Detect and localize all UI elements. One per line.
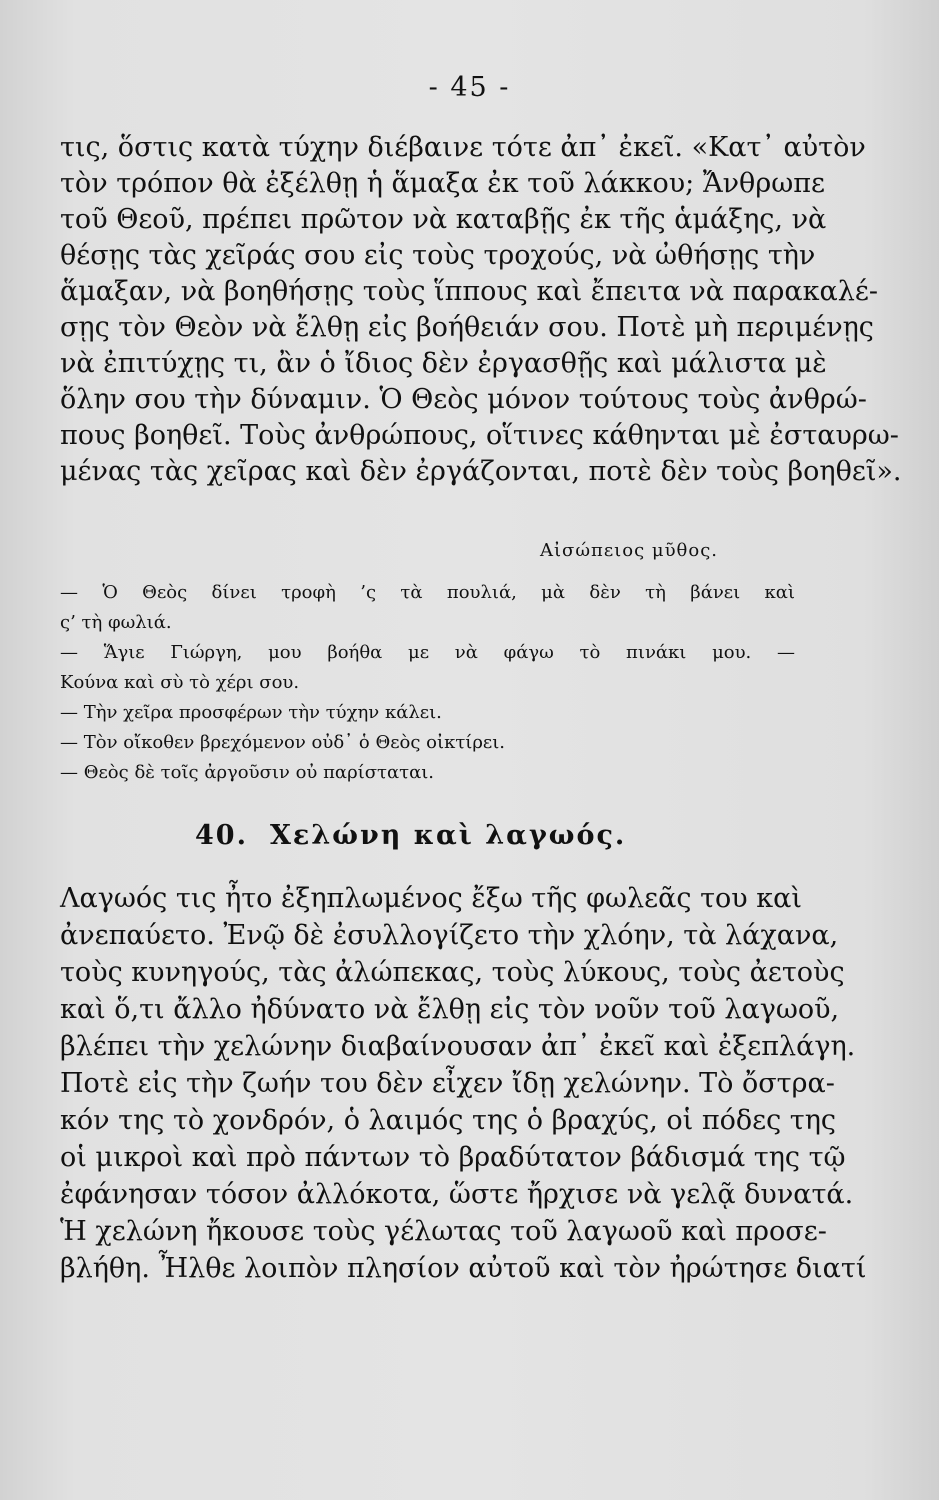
text-line: ἐφάνησαν τόσον ἀλλόκοτα, ὥστε ἤρχισε νὰ γελᾷ δυνατά. bbox=[60, 1179, 854, 1210]
text-line: ἅμαξαν, νὰ βοηθήσῃς τοὺς ἵππους καὶ ἔπειτα νὰ παρακαλέ- bbox=[60, 276, 878, 307]
text-line: νὰ ἐπιτύχῃς τι, ἂν ὁ ἴδιος δὲν ἐργασθῇς καὶ μάλιστα μὲ bbox=[60, 348, 827, 379]
text-line: Ἡ χελώνη ἤκουσε τοὺς γέλωτας τοῦ λαγωοῦ καὶ προσε- bbox=[60, 1216, 827, 1247]
text-line: κόν της τὸ χονδρόν, ὁ λαιμός της ὁ βραχύς, οἱ πόδες της bbox=[60, 1105, 837, 1136]
text-line: θέσῃς τὰς χεῖράς σου εἰς τοὺς τροχούς, νὰ ὠθήσῃς τὴν bbox=[60, 240, 816, 271]
text-line: τὸν τρόπον θὰ ἐξέλθῃ ἡ ἅμαξα ἐκ τοῦ λάκκου; Ἄνθρωπε bbox=[60, 168, 825, 199]
proverb-line: — Θεὸς δὲ τοῖς ἀργοῦσιν οὐ παρίσταται. bbox=[60, 762, 435, 783]
paragraph-top bbox=[60, 130, 902, 490]
proverb-line: Κούνα καὶ σὺ τὸ χέρι σου. bbox=[60, 672, 300, 693]
section-number: 40. bbox=[195, 820, 248, 851]
paragraph-section bbox=[60, 880, 867, 1287]
page-number: - 45 - bbox=[428, 72, 511, 103]
section-heading bbox=[195, 820, 626, 851]
proverb-line: — Ὁ Θεὸς δίνει τροφὴ ’ς τὰ πουλιά, μὰ δὲν τὴ βάνει καὶ bbox=[60, 582, 795, 603]
proverb-line: — Ἅγιε Γιώργη, μου βοήθα με νὰ φάγω τὸ πινάκι μου. — bbox=[60, 642, 795, 663]
text-line: σῃς τὸν Θεὸν νὰ ἔλθῃ εἰς βοήθειάν σου. Ποτὲ μὴ περιμένῃς bbox=[60, 312, 874, 343]
text-line: καὶ ὅ,τι ἄλλο ἠδύνατο νὰ ἔλθῃ εἰς τὸν νοῦν τοῦ λαγωοῦ, bbox=[60, 994, 840, 1025]
text-line: Ποτὲ εἰς τὴν ζωήν του δὲν εἶχεν ἴδῃ χελώνην. Τὸ ὄστρα- bbox=[60, 1068, 835, 1099]
text-line: πους βοηθεῖ. Τοὺς ἀνθρώπους, οἵτινες κάθηνται μὲ ἐσταυρω- bbox=[60, 420, 899, 451]
proverb-line: ς’ τὴ φωλιά. bbox=[60, 612, 172, 633]
proverb-line: — Τὸν οἴκοθεν βρεχόμενον οὐδ᾽ ὁ Θεὸς οἰκτίρει. bbox=[60, 732, 506, 753]
text-line: Λαγωός τις ἦτο ἐξηπλωμένος ἔξω τῆς φωλεᾶς του καὶ bbox=[60, 883, 802, 914]
text-line: τις, ὅστις κατὰ τύχην διέβαινε τότε ἀπ᾽ ἐκεῖ. «Κατ᾽ αὐτὸν bbox=[60, 132, 866, 163]
proverb-line: — Τὴν χεῖρα προσφέρων τὴν τύχην κάλει. bbox=[60, 702, 442, 723]
text-line: βλέπει τὴν χελώνην διαβαίνουσαν ἀπ᾽ ἐκεῖ καὶ ἐξεπλάγη. bbox=[60, 1031, 856, 1062]
text-line: οἱ μικροὶ καὶ πρὸ πάντων τὸ βραδύτατον βάδισμά της τῷ bbox=[60, 1142, 846, 1173]
section-title: Χελώνη καὶ λαγωός. bbox=[269, 820, 627, 851]
attribution: Αἰσώπειος μῦθος. bbox=[540, 540, 718, 561]
text-line: βλήθη. Ἦλθε λοιπὸν πλησίον αὐτοῦ καὶ τὸν ἠρώτησε διατί bbox=[60, 1253, 867, 1284]
text-line: τοῦ Θεοῦ, πρέπει πρῶτον νὰ καταβῇς ἐκ τῆς ἁμάξης, νὰ bbox=[60, 204, 827, 235]
proverbs-list bbox=[60, 578, 795, 788]
text-line: μένας τὰς χεῖρας καὶ δὲν ἐργάζονται, ποτὲ δὲν τοὺς βοηθεῖ». bbox=[60, 456, 902, 487]
text-line: ἀνεπαύετο. Ἐνῷ δὲ ἐσυλλογίζετο τὴν χλόην, τὰ λάχανα, bbox=[60, 920, 839, 951]
text-line: τοὺς κυνηγούς, τὰς ἀλώπεκας, τοὺς λύκους, τοὺς ἀετοὺς bbox=[60, 957, 845, 988]
text-line: ὅλην σου τὴν δύναμιν. Ὁ Θεὸς μόνον τούτους τοὺς ἀνθρώ- bbox=[60, 384, 867, 415]
